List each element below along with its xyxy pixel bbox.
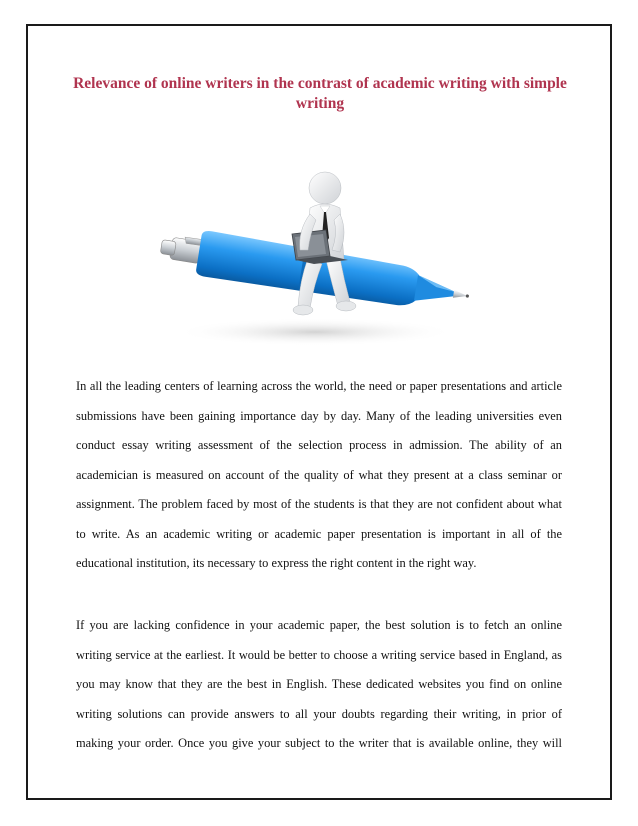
paragraph-line: assignment. The problem faced by most of the students is that they are not confident about what <box>76 497 562 511</box>
paragraph-line: In all the leading centers of learning across the world, the need or paper presentations and article <box>76 379 562 393</box>
paragraph-line: educational institution, its necessary to express the right content in the right way. <box>76 556 477 570</box>
person-with-laptop-on-pen-icon <box>150 160 480 360</box>
paragraph-line: to write. As an academic writing or academic paper presentation is important in all of the <box>76 526 562 541</box>
document-title: Relevance of online writers in the contrast of academic writing with simple writing <box>73 75 567 112</box>
illustration <box>150 160 480 360</box>
paragraph-line: you may know that they are the best in English. These dedicated websites you find on online <box>76 677 562 691</box>
paragraph-line: submissions have been gaining importance day by day. Many of the leading universities even <box>76 408 562 423</box>
paragraph-1 <box>76 372 562 579</box>
paragraph-line: writing service at the earliest. It would be better to choose a writing service based in England, as <box>76 647 562 662</box>
paragraph-line: academician is measured on account of the quality of what they present at a class seminar or <box>76 467 562 482</box>
paragraph-line: If you are lacking confidence in your academic paper, the best solution is to fetch an online <box>76 618 562 632</box>
paragraph-line: conduct essay writing assessment of the selection process in admission. The ability of an <box>76 438 562 452</box>
paragraph-line: writing solutions can provide answers to all your doubts regarding their writing, in prior of <box>76 706 562 721</box>
paragraph-2 <box>76 611 562 759</box>
paragraph-line: making your order. Once you give your subject to the writer that is available online, they will <box>76 736 562 750</box>
